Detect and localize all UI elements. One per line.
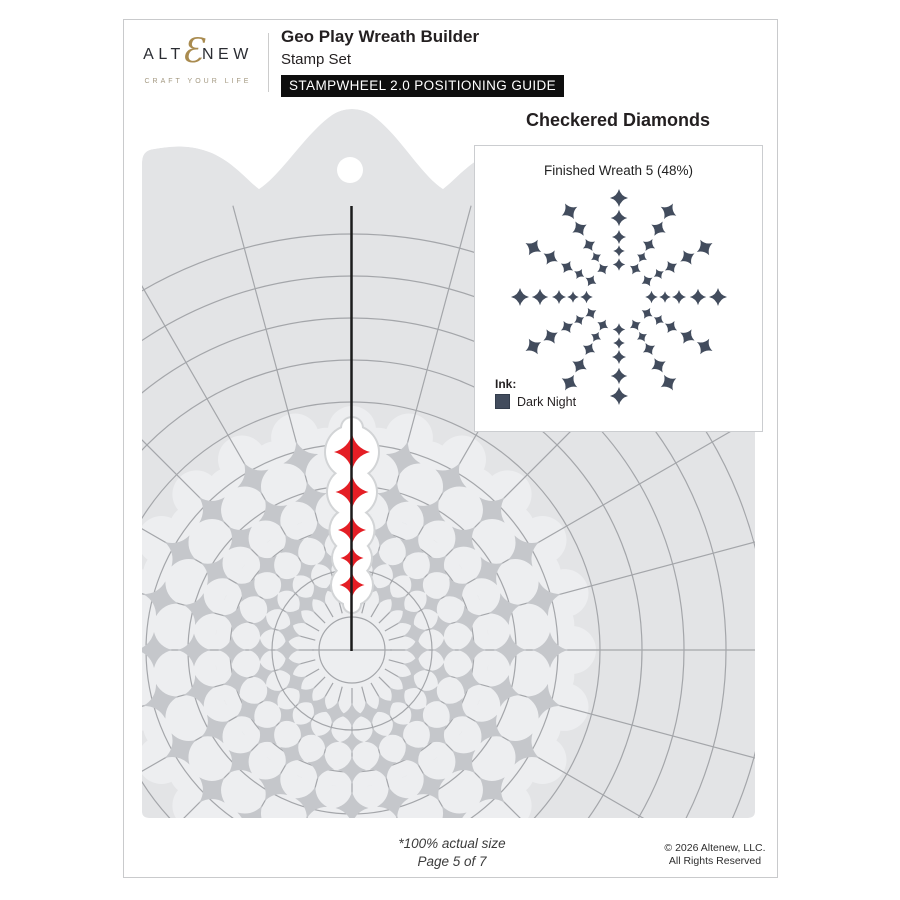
ink-swatch-dark-night: [495, 394, 510, 409]
header-title-block: [281, 27, 564, 97]
finished-wreath-panel: [474, 145, 763, 432]
finished-wreath-title: Finished Wreath 5 (48%): [543, 163, 694, 178]
actual-size-note: *100% actual size: [398, 836, 506, 851]
ink-label: Ink:: [495, 377, 517, 391]
ink-name: Dark Night: [517, 394, 577, 409]
positioning-guide-badge: STAMPWHEEL 2.0 POSITIONING GUIDE: [281, 75, 564, 97]
altenew-logo: [130, 31, 266, 85]
page-title: Geo Play Wreath Builder: [281, 27, 480, 46]
logo-text-post: NEW: [202, 46, 253, 63]
copyright-line1: © 2026 Altenew, LLC.: [664, 842, 766, 854]
logo-ampersand-icon: Ɛ: [181, 31, 203, 71]
ink-legend: [495, 377, 576, 409]
header-divider: [268, 33, 269, 92]
logo-tagline: CRAFT YOUR LIFE: [144, 78, 252, 85]
copyright-line2: All Rights Reserved: [668, 854, 762, 867]
copyright: [645, 842, 785, 867]
logo-text-pre: ALT: [143, 46, 185, 63]
section-title: Checkered Diamonds: [525, 110, 711, 130]
page-number: Page 5 of 7: [417, 854, 487, 869]
page-subtitle: Stamp Set: [281, 51, 352, 68]
